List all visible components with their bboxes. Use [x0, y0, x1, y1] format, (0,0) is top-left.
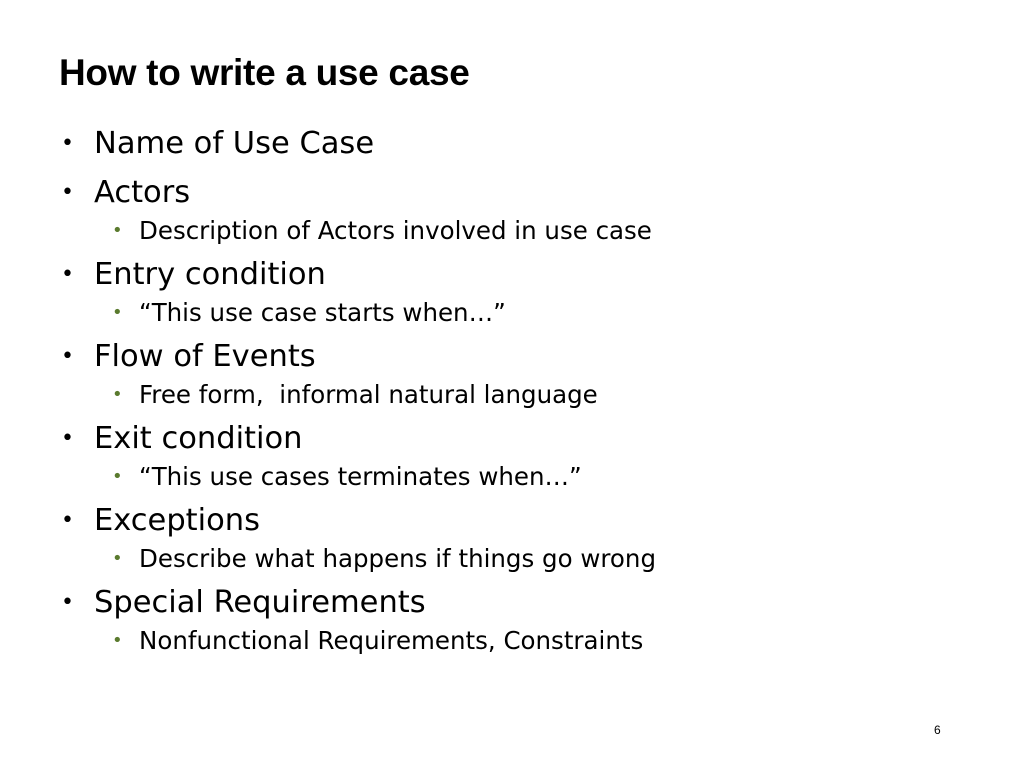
sub-bullet-dot-icon: • — [112, 302, 123, 323]
sub-bullet-dot-icon: • — [112, 384, 123, 405]
bullet-text: Special Requirements — [94, 585, 426, 620]
sub-bullet-group-exceptions — [59, 542, 656, 575]
bullet-text: Name of Use Case — [94, 126, 375, 161]
bullet-item-name-of-use-case — [59, 119, 656, 168]
bullet-item-flow-of-events — [59, 332, 656, 381]
sub-bullet-text: “This use case starts when…” — [139, 298, 506, 327]
bullet-item-entry-condition — [59, 250, 656, 299]
bullet-dot-icon: • — [61, 508, 74, 533]
bullet-text: Exceptions — [94, 503, 260, 538]
sub-bullet-text: “This use cases terminates when…” — [139, 462, 582, 491]
sub-bullet-group-entry-condition — [59, 296, 656, 329]
sub-bullet-text: Nonfunctional Requirements, Constraints — [139, 626, 644, 655]
bullet-dot-icon: • — [61, 180, 74, 205]
sub-bullet-dot-icon: • — [112, 220, 123, 241]
sub-bullet-dot-icon: • — [112, 466, 123, 487]
sub-bullet-item — [59, 214, 656, 247]
sub-bullet-group-actors — [59, 214, 656, 247]
bullet-text: Flow of Events — [94, 339, 316, 374]
bullet-item-special-requirements — [59, 578, 656, 627]
sub-bullet-item — [59, 624, 656, 657]
sub-bullet-list — [59, 460, 656, 493]
sub-bullet-text: Free form, informal natural language — [139, 380, 598, 409]
sub-bullet-list — [59, 624, 656, 657]
sub-bullet-item — [59, 296, 656, 329]
sub-bullet-item — [59, 378, 656, 411]
sub-bullet-list — [59, 214, 656, 247]
sub-bullet-item — [59, 460, 656, 493]
sub-bullet-group-exit-condition — [59, 460, 656, 493]
bullet-dot-icon: • — [61, 131, 74, 156]
sub-bullet-group-flow-of-events — [59, 378, 656, 411]
sub-bullet-text: Description of Actors involved in use case — [139, 216, 652, 245]
sub-bullet-list — [59, 378, 656, 411]
sub-bullet-list — [59, 542, 656, 575]
sub-bullet-dot-icon: • — [112, 548, 123, 569]
bullet-item-exceptions — [59, 496, 656, 545]
bullet-dot-icon: • — [61, 590, 74, 615]
bullet-item-actors — [59, 168, 656, 217]
bullet-text: Exit condition — [94, 421, 303, 456]
sub-bullet-text: Describe what happens if things go wrong — [139, 544, 657, 573]
page-number: 6 — [934, 723, 941, 737]
bullet-dot-icon: • — [61, 344, 74, 369]
sub-bullet-dot-icon: • — [112, 630, 123, 651]
bullet-item-exit-condition — [59, 414, 656, 463]
bullet-list — [59, 119, 656, 660]
sub-bullet-item — [59, 542, 656, 575]
bullet-dot-icon: • — [61, 262, 74, 287]
sub-bullet-list — [59, 296, 656, 329]
slide-title: How to write a use case — [59, 52, 470, 93]
bullet-dot-icon: • — [61, 426, 74, 451]
sub-bullet-group-special-requirements — [59, 624, 656, 657]
bullet-text: Actors — [94, 175, 191, 210]
bullet-text: Entry condition — [94, 257, 326, 292]
